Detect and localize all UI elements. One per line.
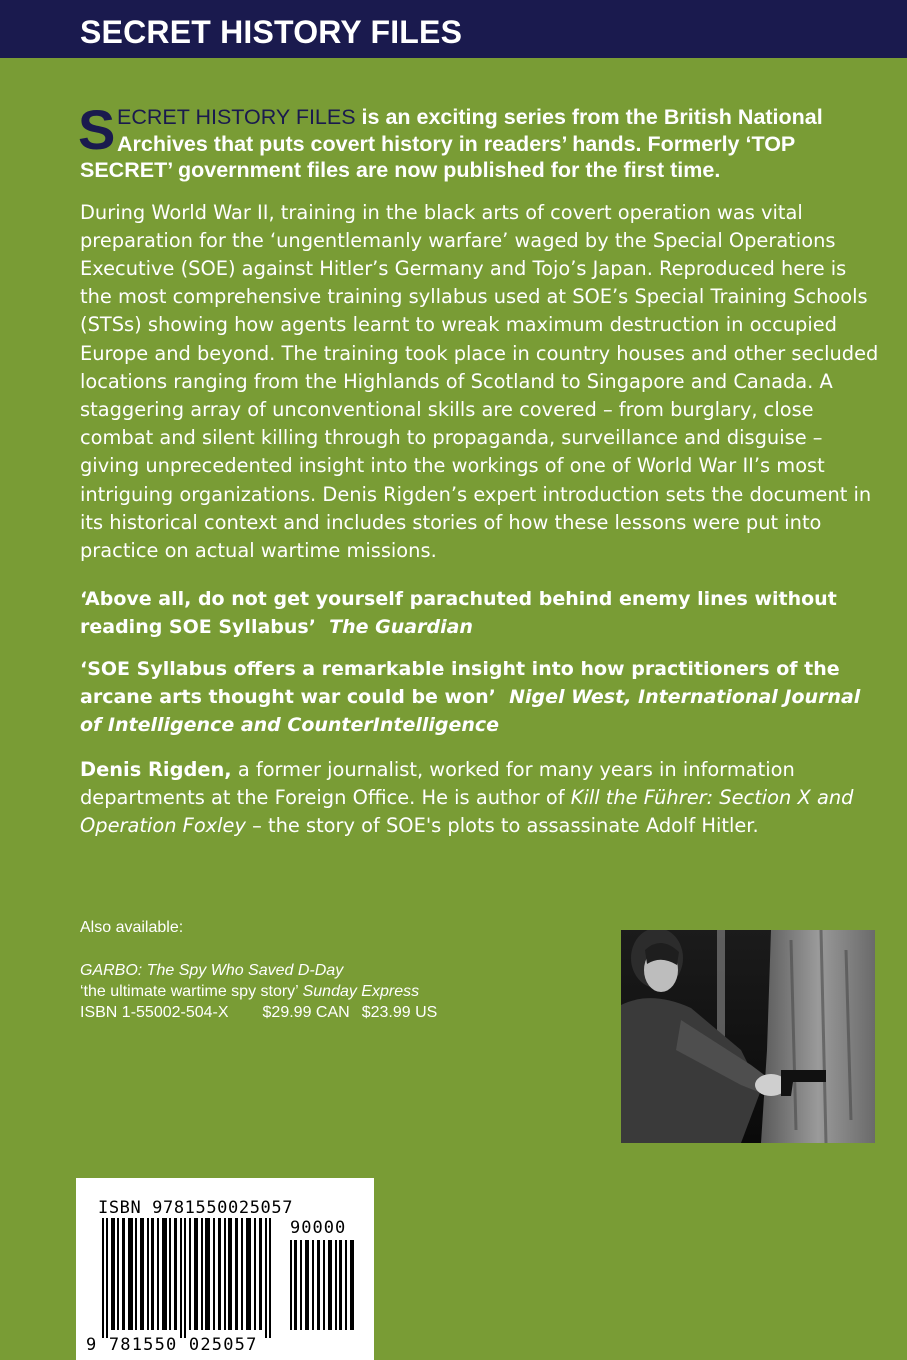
barcode-label — [76, 1178, 374, 1360]
intro-line-2: Archives that puts covert history in readers’ hands. Formerly ‘TOP — [117, 131, 796, 156]
price-can: $29.99 CAN — [262, 1004, 350, 1021]
description-paragraph: During World War II, training in the black arts of covert operation was vital preparation for the ‘ungentlemanly warfare’ waged by the Special Operations Executive (SOE) against Hitler’s Germany and Tojo’s Japan. Reproduced here is the most comprehensive training syllabus used at SOE’s Special Training Schools (STSs) showing how agents learnt to wreak maximum destruction in occupied Europe and beyond. The training took place in country houses and other secluded locations ranging from the Highlands of Scotland to Singapore and Canada. A staggering array of unconventional skills are covered – from burglary, close combat and silent killing through to propaganda, surveillance and disguise – giving unprecedented insight into the workings of one of World War II’s most intriguing organizations. Denis Rigden’s expert introduction sets the document in its historical context and includes stories of how these lessons were put into practice on actual wartime missions. — [80, 200, 879, 562]
barcode-digits: 9 781550 025057 — [86, 1335, 258, 1355]
intro-paragraph — [78, 98, 880, 184]
agent-with-pistol-image — [621, 930, 875, 1143]
related-book-isbn: ISBN 1-55002-504-X — [80, 1004, 229, 1021]
price-us: $23.99 US — [361, 1004, 438, 1021]
also-available-book: GARBO: The Spy Who Saved D-Day ‘the ultimate wartime spy story’ Sunday Express ISBN 1-55002-504-X $29.99 CAN $23.99 US — [80, 962, 438, 1021]
price-barcode — [290, 1240, 358, 1330]
series-name-inline: ECRET HISTORY FILES — [117, 105, 356, 129]
isbn-barcode — [102, 1218, 278, 1338]
intro-line-1: ECRET HISTORY FILES is an exciting series from the British National — [117, 105, 823, 129]
also-available-label: Also available: — [80, 919, 184, 936]
author-book-title: Kill the Führer: Section X and Operation Foxley — [80, 785, 854, 838]
dropcap-letter: S — [78, 98, 116, 161]
back-cover-text — [78, 98, 880, 841]
barcode-isbn-text: ISBN 9781550025057 — [98, 1198, 294, 1218]
review-quote: ‘Above all, do not get yourself parachuted behind enemy lines without reading SOE Syllabus’ The Guardian — [80, 588, 837, 639]
intro-line-3: SECRET’ government files are now published for the first time. — [80, 158, 721, 182]
series-title: SECRET HISTORY FILES — [80, 14, 463, 50]
quote-source: The Guardian — [329, 616, 473, 639]
related-book-title: GARBO: The Spy Who Saved D-Day — [80, 962, 344, 979]
author-name: Denis Rigden, — [80, 757, 232, 781]
barcode-price-code: 90000 — [290, 1218, 347, 1238]
quote-source: Nigel West, International Journal of Intelligence and CounterIntelligence — [80, 686, 861, 737]
review-quote: ‘SOE Syllabus offers a remarkable insight into how practitioners of the arcane arts thought war could be won’ Nigel West, International Journal of Intelligence and CounterIntelligence — [80, 657, 861, 737]
author-bio: Denis Rigden, a former journalist, worked for many years in information departments at the Foreign Office. He is author of Kill the Führer: Section X and Operation Foxley – the story of SOE's plots to assassinate Adolf Hitler. — [80, 757, 854, 838]
agent-photo — [621, 930, 875, 1143]
